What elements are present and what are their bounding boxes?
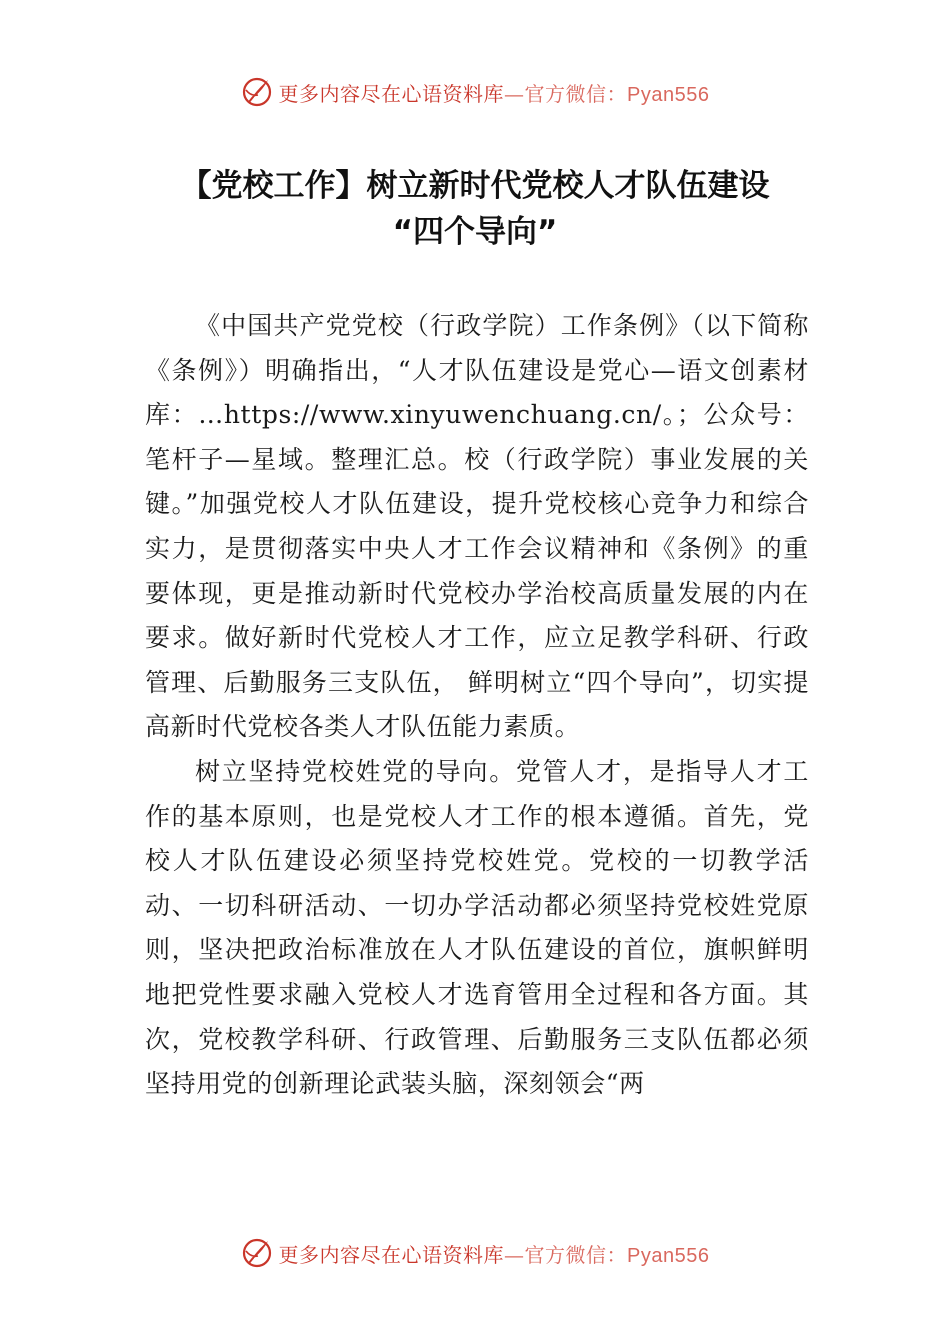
- banner-wechat-handle: Pyan556: [627, 1244, 710, 1267]
- banner-text: [279, 78, 710, 107]
- header-banner: [0, 72, 950, 112]
- body-paragraph: 树立坚持党校姓党的导向。党管人才，是指导人才工作的基本原则，也是党校人才工作的根本遵循。首先，党校人才队伍建设必须坚持党校姓党。党校的一切教学活动、一切科研活动、一切办学活动都必须坚持党校姓党原则，坚决把政治标准放在人才队伍建设的首位，旗帜鲜明地把党性要求融入党校人才选育管用全过程和各方面。其次，党校教学科研、行政管理、后勤服务三支队伍都必须坚持用党的创新理论武装头脑，深刻领会“两: [145, 756, 809, 1099]
- banner-text: [279, 1239, 710, 1268]
- document-title-line-1: 【党校工作】树立新时代党校人才队伍建设: [180, 168, 770, 204]
- banner-contact-label: —官方微信：: [504, 81, 628, 106]
- document-body: [145, 304, 809, 1107]
- banner-slogan: 更多内容尽在心语资料库: [278, 1242, 505, 1267]
- document-title-line-2: “四个导向”: [392, 214, 558, 250]
- document-title: [60, 163, 890, 255]
- footer-banner: [0, 1233, 950, 1273]
- banner-slogan: 更多内容尽在心语资料库: [278, 81, 505, 106]
- banner-contact-label: —官方微信：: [504, 1242, 628, 1267]
- quill-pen-logo-icon: [241, 1237, 273, 1269]
- quill-pen-logo-icon: [241, 76, 273, 108]
- body-paragraph: 《中国共产党党校（行政学院）工作条例》（以下简称《条例》）明确指出，“人才队伍建设是党心—语文创素材库：…https://www.xinyuwenchuang.cn/。；公众号：笔杆子—星域。整理汇总。校（行政学院）事业发展的关键。”加强党校人才队伍建设，提升党校核心竞争力和综合实力，是贯彻落实中央人才工作会议精神和《条例》的重要体现，更是推动新时代党校办学治校高质量发展的内在要求。做好新时代党校人才工作，应立足教学科研、行政管理、后勤服务三支队伍， 鲜明树立“四个导向”，切实提高新时代党校各类人才队伍能力素质。: [145, 311, 809, 742]
- banner-wechat-handle: Pyan556: [627, 83, 710, 106]
